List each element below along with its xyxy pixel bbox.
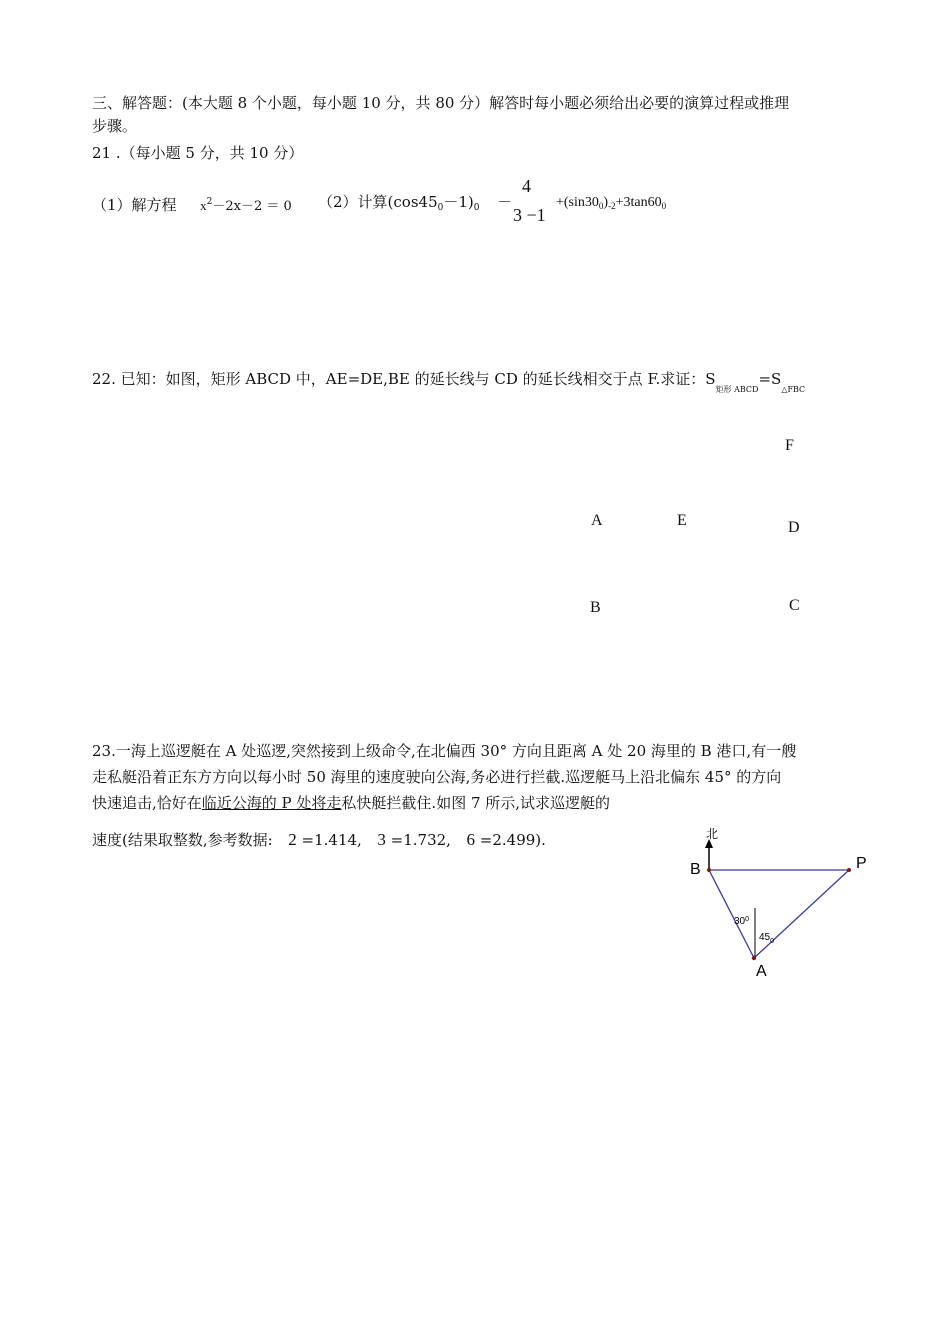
- line-ap: [754, 870, 849, 958]
- q22-sub-rect: 矩形 ABCD: [715, 385, 759, 394]
- q23-sqrt3: 3: [377, 830, 386, 849]
- q23-line3-underlined: 临近公海的 P 处将走: [201, 794, 342, 812]
- q21-pow-neg2: -2: [608, 201, 616, 211]
- section-heading-line1: 三、解答题：(本大题 8 个小题，每小题 10 分，共 80 分）解答时每小题必须给出必要的演算过程或推理: [92, 94, 790, 112]
- q22-label-d: D: [788, 519, 800, 536]
- point-p: [847, 868, 851, 872]
- q23-line3-b: 私快艇拦截住.如图 7 所示,试求巡逻艇的: [341, 794, 611, 812]
- q21-pow0: 0: [473, 203, 480, 213]
- q22-eq: =S: [758, 370, 782, 388]
- q23-sqrt2: 2: [288, 830, 297, 849]
- q21-deg3: 0: [661, 201, 667, 211]
- line-ba: [709, 870, 754, 958]
- q23-val3: =1.732,: [390, 831, 451, 849]
- q22-label-a: A: [591, 512, 603, 529]
- q23-line3: [92, 793, 610, 813]
- q22-label-f: F: [785, 437, 794, 454]
- q21-eq-x: x: [200, 198, 207, 213]
- q21-minus2: －: [497, 193, 513, 211]
- q23-line4: [92, 830, 546, 850]
- q21-part2-label: （2）计算(cos45: [318, 193, 438, 211]
- q21-part2-tail: [556, 193, 666, 216]
- point-a: [752, 956, 756, 960]
- q22-sub-triangle: △FBC: [781, 385, 806, 394]
- q23-val6: =2.499).: [479, 831, 546, 849]
- q21-part1-label: （1）解方程: [92, 196, 177, 214]
- fig-label-b: B: [690, 861, 701, 878]
- q22-text: 22. 已知：如图，矩形 ABCD 中，AE=DE,BE 的延长线与 CD 的延长线相交于点 F.求证：S: [92, 370, 716, 388]
- section-heading-line2: 步骤。: [92, 117, 138, 135]
- q23-line3-a: 快速追击,恰好在: [92, 794, 202, 812]
- q21-title: 21 .（每小题 5 分，共 10 分）: [92, 144, 304, 162]
- q21-part1: [92, 192, 292, 217]
- q21-fraction-numerator: 4: [522, 176, 531, 196]
- q21-deg1: 0: [437, 203, 444, 213]
- fig-label-a: A: [756, 963, 767, 980]
- point-b: [707, 868, 711, 872]
- angle-30-label: $30^0$: [734, 916, 750, 927]
- q23-line2: 走私艇沿着正东方方向以每小时 50 海里的速度驶向公海,务必进行拦截.巡逻艇马上沿北偏东 45° 的方向: [92, 768, 782, 786]
- q21-tail1: +(sin30: [556, 195, 599, 210]
- q23-figure: [680, 822, 880, 982]
- q23-line4-a: 速度(结果取整数,参考数据:: [92, 831, 273, 849]
- q22-label-b: B: [590, 599, 601, 616]
- q21-eq-rest: －2x－2 ＝ 0: [212, 199, 292, 214]
- q22-label-c: C: [789, 597, 800, 614]
- q23-val2: =1.414,: [301, 831, 362, 849]
- q22-statement: [92, 369, 805, 400]
- q21-minus1: －1): [443, 193, 474, 211]
- q22-label-e: E: [677, 512, 687, 529]
- q23-sqrt6: 6: [466, 830, 475, 849]
- north-label: 北: [706, 827, 719, 841]
- q21-eq-sup: 2: [206, 197, 213, 207]
- q21-part2: [318, 192, 512, 218]
- q21-deg2: 0: [598, 201, 604, 211]
- q21-fraction-denominator: 3 −1: [513, 205, 546, 225]
- q21-tail2: ): [603, 195, 609, 210]
- fig-label-p: P: [856, 855, 867, 872]
- q21-tail3: +3tan60: [615, 195, 662, 210]
- angle-45-label: $45_0$: [759, 932, 775, 945]
- q23-line1: 23.一海上巡逻艇在 A 处巡逻,突然接到上级命令,在北偏西 30° 方向且距离 A 处 20 海里的 B 港口,有一艘: [92, 742, 797, 760]
